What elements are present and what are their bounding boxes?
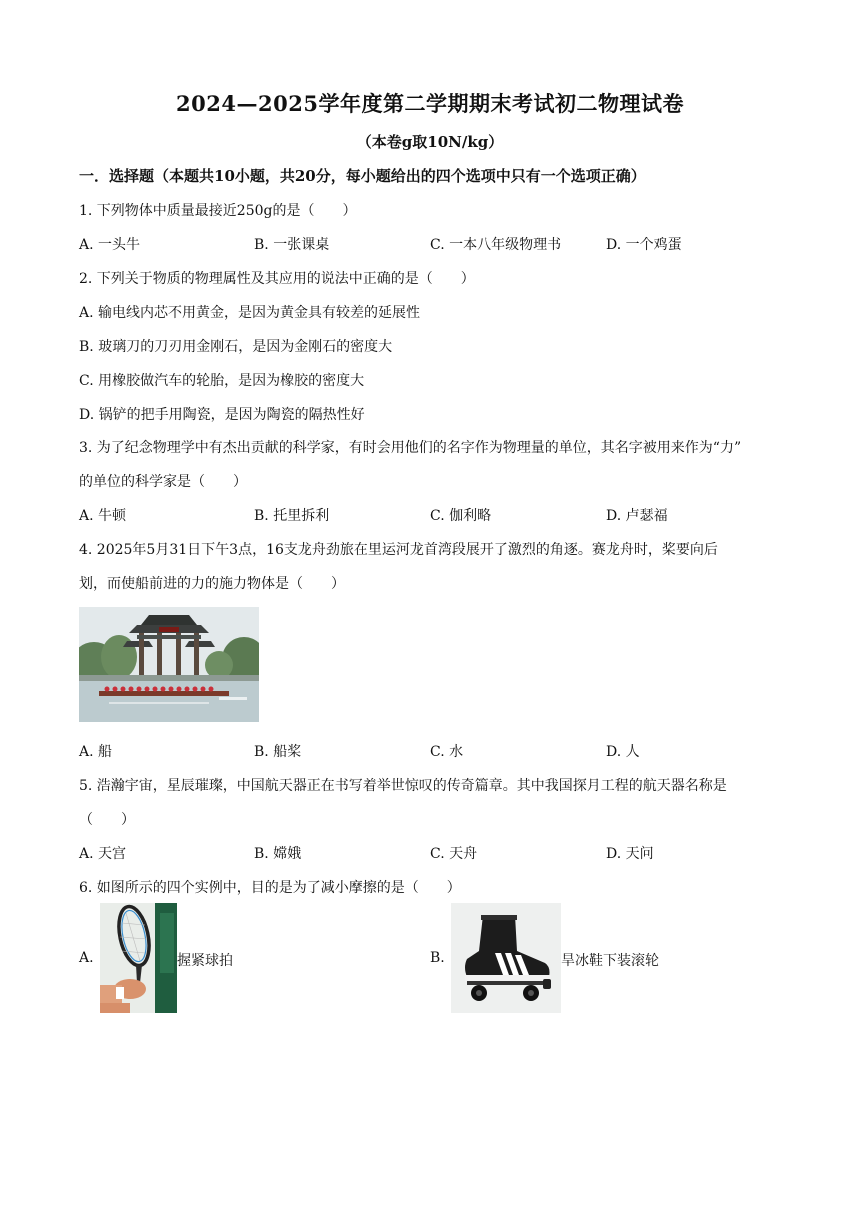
q1-option-a: A. 一头牛	[79, 237, 141, 253]
q2-option-a: A. 输电线内芯不用黄金，是因为黄金具有较差的延展性	[79, 305, 421, 321]
q4-option-a: A. 船	[79, 744, 113, 760]
q5-stem-line1: 5. 浩瀚宇宙，星辰璀璨，中国航天器正在书写着举世惊叹的传奇篇章。其中我国探月工程的航天器名称是	[79, 778, 727, 794]
tennis-racket-photo	[100, 903, 177, 1013]
q6-option-a-text: 握紧球拍	[177, 953, 233, 969]
q1-stem: 1. 下列物体中质量最接近250g的是（ ）	[79, 203, 357, 219]
q1-option-b: B. 一张课桌	[254, 237, 330, 253]
q5-option-c: C. 天舟	[430, 846, 478, 862]
roller-skate-photo	[451, 903, 561, 1013]
q6-option-b-text: 旱冰鞋下装滚轮	[561, 953, 659, 969]
q3-stem-line2: 的单位的科学家是（ ）	[79, 474, 247, 490]
q3-option-d: D. 卢瑟福	[606, 508, 668, 524]
q5-option-b: B. 嫦娥	[254, 846, 302, 862]
q6-option-b-letter: B.	[430, 950, 445, 966]
q4-stem-line2: 划，而使船前进的力的施力物体是（ ）	[79, 576, 345, 592]
q2-option-d: D. 锅铲的把手用陶瓷，是因为陶瓷的隔热性好	[79, 407, 365, 423]
q3-option-c: C. 伽利略	[430, 508, 492, 524]
q5-stem-line2: （ ）	[79, 812, 135, 828]
q6-stem: 6. 如图所示的四个实例中，目的是为了减小摩擦的是（ ）	[79, 880, 461, 896]
q4-option-c: C. 水	[430, 744, 464, 760]
q4-stem-line1: 4. 2025年5月31日下午3点，16支龙舟劲旅在里运河龙首湾段展开了激烈的角逐。赛龙舟时，桨要向后	[79, 542, 718, 558]
q1-option-c: C. 一本八年级物理书	[430, 237, 562, 253]
q3-option-a: A. 牛顿	[79, 508, 127, 524]
q3-option-b: B. 托里拆利	[254, 508, 330, 524]
exam-title: 2024—2025学年度第二学期期末考试初二物理试卷	[176, 91, 684, 116]
q2-option-c: C. 用橡胶做汽车的轮胎，是因为橡胶的密度大	[79, 373, 365, 389]
q1-option-d: D. 一个鸡蛋	[606, 237, 682, 253]
dragon-boat-race-photo	[79, 607, 259, 722]
q2-stem: 2. 下列关于物质的物理属性及其应用的说法中正确的是（ ）	[79, 271, 475, 287]
q6-option-a-letter: A.	[79, 950, 94, 966]
q5-option-d: D. 天问	[606, 846, 654, 862]
q4-option-d: D. 人	[606, 744, 640, 760]
q5-option-a: A. 天宫	[79, 846, 127, 862]
exam-subtitle: （本卷g取10N/kg）	[356, 133, 504, 151]
q3-stem-line1: 3. 为了纪念物理学中有杰出贡献的科学家，有时会用他们的名字作为物理量的单位，其名字被用来作为“力”	[79, 440, 742, 456]
q4-option-b: B. 船桨	[254, 744, 302, 760]
q2-option-b: B. 玻璃刀的刀刃用金刚石，是因为金刚石的密度大	[79, 339, 393, 355]
section-heading: 一．选择题（本题共10小题，共20分，每小题给出的四个选项中只有一个选项正确）	[79, 167, 646, 185]
